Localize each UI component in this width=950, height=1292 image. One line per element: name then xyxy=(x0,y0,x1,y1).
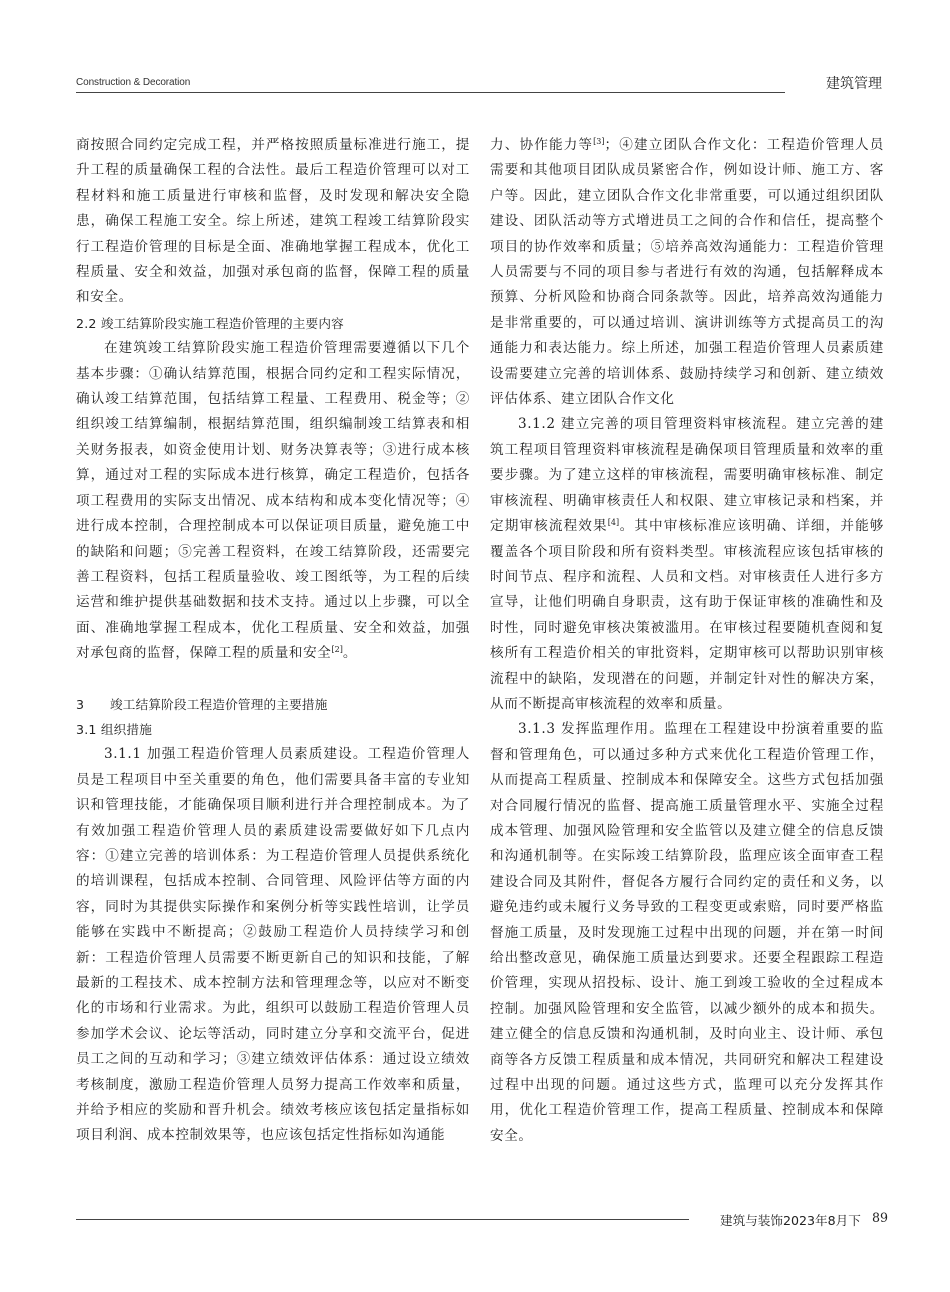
paragraph-continued-right xyxy=(490,133,884,412)
section-number: 3 xyxy=(76,696,85,712)
journal-english-name: Construction & Decoration xyxy=(76,77,191,88)
paragraph-text: 在建筑竣工结算阶段实施工程造价管理需要遵循以下几个基本步骤：①确认结算范围，根据合同约定和工程实际情况，确认竣工结算范围，包括结算工程量、工程费用、税金等；②组织竣工结算编制，根据结算范围，组织编制竣工结算表和相关财务报表，如资金使用计划、财务决算表等；③进行成本核算，通过对工程的实际成本进行核算，确定工程造价，包括各项工程费用的实际支出情况、成本结构和成本变化情况等；④进行成本控制，合理控制成本可以保证项目质量，避免施工中的缺陷和问题；⑤完善工程资料，在竣工结算阶段，还需要完善工程资料，包括工程质量验收、竣工图纸等，为工程的后续运营和维护提供基础数据和技术支持。通过以上步骤，可以全面、准确地掌握工程成本，优化工程质量、安全和效益，加强对承包商的监督，保障工程的质量和安全 xyxy=(76,340,470,662)
paragraph-text: 3.1.2 建立完善的项目管理资料审核流程。建立完善的建筑工程项目管理资料审核流程是确保项目管理质量和效率的重要步骤。为了建立这样的审核流程，需要明确审核标准、制定审核流程、明确审核责任人和权限、建立审核记录和档案，并定期审核流程效果 xyxy=(490,416,884,535)
paragraph-text: 。其中审核标准应该明确、详细，并能够覆盖各个项目阶段和所有资料类型。审核流程应该包括审核的时间节点、程序和流程、人员和文档。对审核责任人进行多方宣导，让他们明确自身职责，这有助于保证审核的准确性和及时性，同时避免审核决策被滥用。在审核过程要随机查阅和复核所有工程造价相关的审批资料，定期审核可以帮助识别审核流程中的缺陷，发现潜在的问题，并制定针对性的解决方案，从而不断提高审核流程的效率和质量。 xyxy=(490,518,884,712)
paragraph-3-1-3: 3.1.3 发挥监理作用。监理在工程建设中扮演着重要的监督和管理角色，可以通过多种方式来优化工程造价管理工作，从而提高工程质量、控制成本和保障安全。这些方式包括加强对合同履行情况的监督、提高施工质量管理水平、实施全过程成本管理、加强风险管理和安全监管以及建立健全的信息反馈和沟通机制等。在实际竣工结算阶段，监理应该全面审查工程建设合同及其附件，督促各方履行合同约定的责任和义务，以避免违约或未履行义务导致的工程变更或索赔，同时要严格监督施工质量，及时发现施工过程中出现的问题，并在第一时间给出整改意见，确保施工质量达到要求。还要全程跟踪工程造价管理，实现从招投标、设计、施工到竣工验收的全过程成本控制。加强风险管理和安全监管，以减少额外的成本和损失。建立健全的信息反馈和沟通机制，及时向业主、设计师、承包商等各方反馈工程质量和成本情况，共同研究和解决工程建设过程中出现的问题。通过这些方式，监理可以充分发挥其作用，优化工程造价管理工作，提高工程质量、控制成本和保障安全。 xyxy=(490,721,884,1144)
paragraph-end: 。 xyxy=(342,645,358,662)
right-column xyxy=(490,133,884,1149)
paragraph-3-1-2 xyxy=(490,412,884,717)
left-column xyxy=(76,133,470,1149)
citation-ref: [2] xyxy=(331,645,343,655)
section-label: 建筑管理 xyxy=(826,76,882,92)
section-heading-3 xyxy=(76,692,470,717)
section-heading-2-2: 2.2 竣工结算阶段实施工程造价管理的主要内容 xyxy=(76,315,344,331)
section-title: 竣工结算阶段工程造价管理的主要措施 xyxy=(110,696,328,712)
paragraph-3-1-1: 3.1.1 加强工程造价管理人员素质建设。工程造价管理人员是工程项目中至关重要的角色，他们需要具备丰富的专业知识和管理技能，才能确保项目顺利进行并合理控制成本。为了有效加强工程造价管理人员的素质建设需要做好如下几点内容：①建立完善的培训体系：为工程造价管理人员提供系统化的培训课程，包括成本控制、合同管理、风险评估等方面的内容，同时为其提供实际操作和案例分析等实践性培训，让学员能够在实践中不断提高；②鼓励工程造价人员持续学习和创新：工程造价管理人员需要不断更新自己的知识和技能，了解最新的工程技术、成本控制方法和管理理念等，以应对不断变化的市场和行业需求。为此，组织可以鼓励工程造价管理人员参加学术会议、论坛等活动，同时建立分享和交流平台，促进员工之间的互动和学习；③建立绩效评估体系：通过设立绩效考核制度，激励工程造价管理人员努力提高工作效率和质量，并给予相应的奖励和晋升机会。绩效考核应该包括定量指标如项目利润、成本控制效果等，也应该包括定性指标如沟通能 xyxy=(76,746,470,1144)
page-number: 89 xyxy=(872,1210,889,1225)
paragraph-text: 力、协作能力等 xyxy=(490,137,594,153)
paragraph-continued: 商按照合同约定完成工程，并严格按照质量标准进行施工，提升工程的质量确保工程的合法性。最后工程造价管理可以对工程材料和施工质量进行审核和监督，及时发现和解决安全隐患，确保工程施工安全。综上所述，建筑工程竣工结算阶段实行工程造价管理的目标是全面、准确地掌握工程成本，优化工程质量、安全和效益，加强对承包商的监督，保障工程的质量和安全。 xyxy=(76,137,470,306)
paragraph-2-2 xyxy=(76,336,470,666)
section-gap xyxy=(76,667,470,692)
section-heading-3-1: 3.1 组织措施 xyxy=(76,721,153,737)
citation-ref: [3] xyxy=(593,137,605,146)
journal-issue: 建筑与装饰2023年8月下 xyxy=(720,1213,861,1228)
paragraph-text: ；④建立团队合作文化：工程造价管理人员需要和其他项目团队成员紧密合作，例如设计师、施工方、客户等。因此，建立团队合作文化非常重要，可以通过组织团队建设、团队活动等方式增进员工之间的合作和信任，提高整个项目的协作效率和质量；⑤培养高效沟通能力：工程造价管理人员需要与不同的项目参与者进行有效的沟通，包括解释成本预算、分析风险和协商合同条款等。因此，培养高效沟通能力是非常重要的，可以通过培训、演讲训练等方式提高员工的沟通能力和表达能力。综上所述，加强工程造价管理人员素质建设需要建立完善的培训体系、鼓励持续学习和创新、建立绩效评估体系、建立团队合作文化 xyxy=(490,137,884,408)
citation-ref: [4] xyxy=(607,518,620,528)
header-rule xyxy=(76,92,785,93)
footer-rule xyxy=(76,1219,689,1220)
